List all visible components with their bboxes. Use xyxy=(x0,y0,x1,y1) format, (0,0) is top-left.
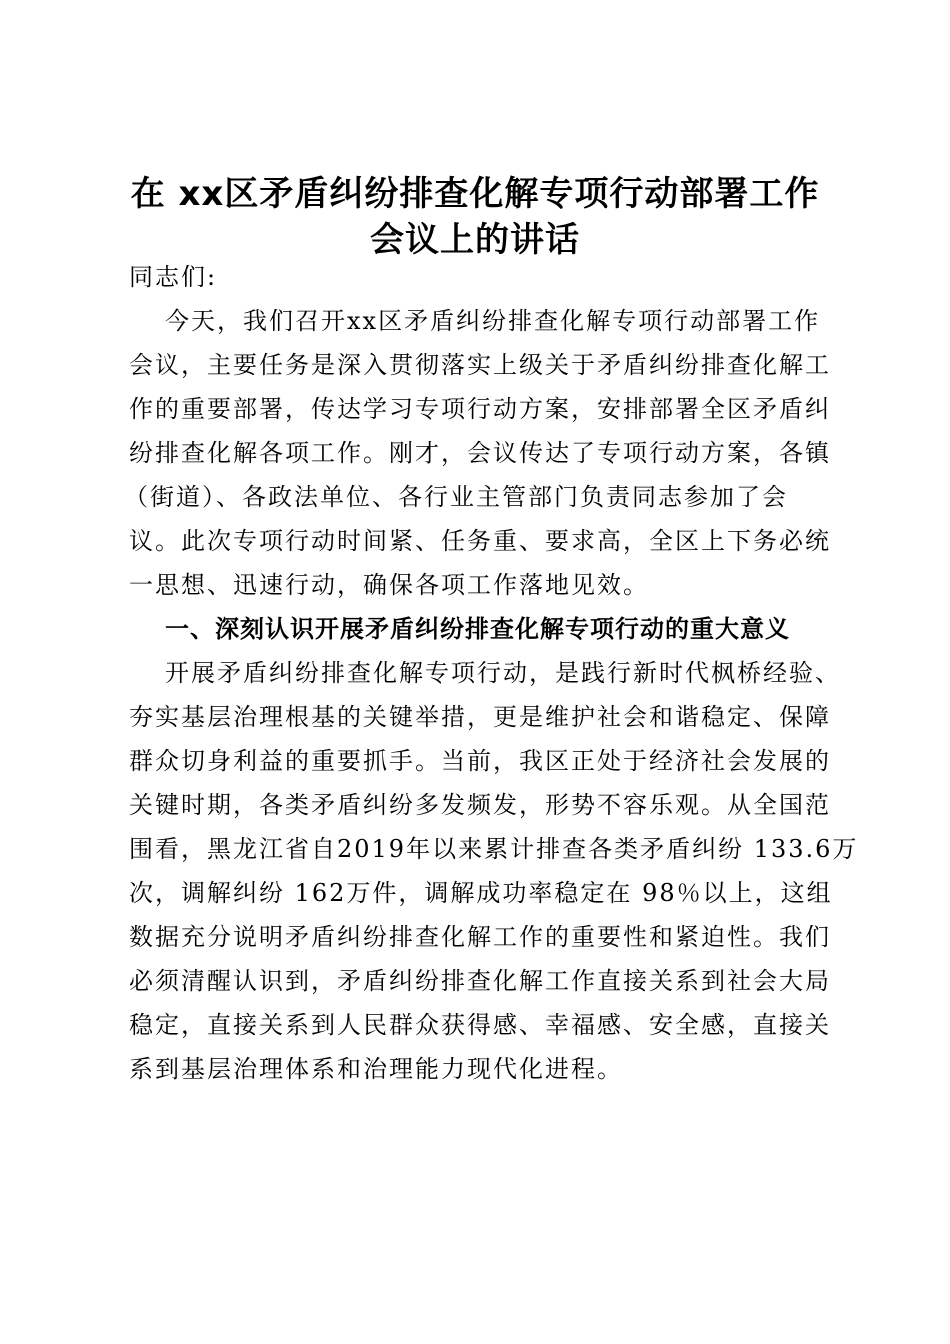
paragraph-1-line-5: （街道）、各政法单位、各行业主管部门负责同志参加了会 xyxy=(124,483,788,511)
document-title-line-1: 在 xx区矛盾纠纷排查化解专项行动部署工作 xyxy=(130,174,820,214)
paragraph-1-line-3: 作的重要部署，传达学习专项行动方案，安排部署全区矛盾纠 xyxy=(129,395,831,423)
paragraph-2-line-8: 必须清醒认识到，矛盾纠纷排查化解工作直接关系到社会大局 xyxy=(129,967,831,995)
paragraph-2-line-10: 系到基层治理体系和治理能力现代化进程。 xyxy=(129,1055,623,1083)
paragraph-1-line-6: 议。此次专项行动时间紧、任务重、要求高，全区上下务必统 xyxy=(129,527,831,555)
paragraph-2-line-9: 稳定，直接关系到人民群众获得感、幸福感、安全感，直接关 xyxy=(129,1011,831,1039)
paragraph-2-line-6: 次，调解纠纷 162万件，调解成功率稳定在 98％以上，这组 xyxy=(129,879,833,907)
paragraph-2-line-1: 开展矛盾纠纷排查化解专项行动，是践行新时代枫桥经验、 xyxy=(165,659,841,687)
paragraph-1-line-4: 纷排查化解各项工作。刚才，会议传达了专项行动方案，各镇 xyxy=(129,439,831,467)
paragraph-2-line-4: 关键时期，各类矛盾纠纷多发频发，形势不容乐观。从全国范 xyxy=(129,791,831,819)
section-1-heading: 一、深刻认识开展矛盾纠纷排查化解专项行动的重大意义 xyxy=(165,615,790,643)
document-title-line-2: 会议上的讲话 xyxy=(370,220,580,260)
paragraph-2-line-7: 数据充分说明矛盾纠纷排查化解工作的重要性和紧迫性。我们 xyxy=(129,923,831,951)
paragraph-1-line-7: 一思想、迅速行动，确保各项工作落地见效。 xyxy=(129,571,649,599)
paragraph-2-line-3: 群众切身利益的重要抓手。当前，我区正处于经济社会发展的 xyxy=(129,747,831,775)
paragraph-1-line-2: 会议，主要任务是深入贯彻落实上级关于矛盾纠纷排查化解工 xyxy=(129,351,831,379)
paragraph-1-line-1: 今天，我们召开xx区矛盾纠纷排查化解专项行动部署工作 xyxy=(165,307,821,335)
paragraph-2-line-5: 围看，黑龙江省自2019年以来累计排查各类矛盾纠纷 133.6万 xyxy=(129,835,859,863)
salutation: 同志们: xyxy=(129,263,218,291)
paragraph-2-line-2: 夯实基层治理根基的关键举措，更是维护社会和谐稳定、保障 xyxy=(129,703,831,731)
